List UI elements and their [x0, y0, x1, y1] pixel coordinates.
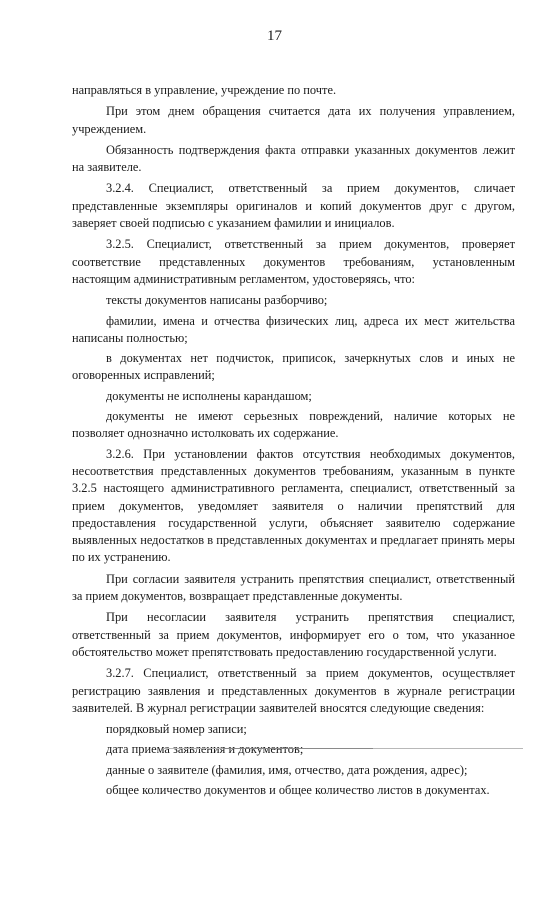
paragraph: направляться в управление, учреждение по почте. [72, 83, 337, 97]
list-item: дата приема заявления и документов; [106, 742, 304, 757]
list-item: фамилии, имена и отчества физических лиц, адреса их мест жительства написаны полностью; [72, 313, 515, 345]
paragraph: При согласии заявителя устранить препятствия специалист, ответственный за прием документов, возвращает представленные документы. [72, 571, 515, 604]
paragraph: 3.2.4. Специалист, ответственный за прием документов, сличает представленные экземпляры оригиналов и копий документов друг с другом, заверяет своей подписью с указанием фамилии и инициалов. [72, 181, 515, 231]
list-item: тексты документов написаны разборчиво; [106, 293, 328, 308]
document-body [72, 82, 515, 802]
paragraph: При несогласии заявителя устранить препятствия специалист, ответственный за прием документов, информирует его о том, что указанное обстоятельство может препятствовать предоставлению государственной услуги. [72, 610, 515, 659]
paragraph: 3.2.6. При установлении фактов отсутствия необходимых документов, несоответствия представленных документов требованиям, указанным в пункте 3.2.5 настоящего административного регламента, специалист, ответственный за прием документов, уведомляет заявителя о наличии препятствий для предоставления государственной услуги, объясняет заявителю содержание выявленных недостатков в представленных документах и предлагает принять меры по их устранению. [72, 446, 515, 565]
scan-artifact-line [163, 748, 523, 749]
paragraph: 3.2.5. Специалист, ответственный за прием документов, проверяет соответствие представленных документов требованиям, установленным настоящим административным регламентом, удостоверяясь, что: [72, 237, 515, 286]
list-item: в документах нет подчисток, приписок, зачеркнутых слов и иных не оговоренных исправлений; [72, 351, 515, 383]
page-number: 17 [267, 28, 282, 44]
list-item: данные о заявителе (фамилия, имя, отчество, дата рождения, адрес); [106, 762, 468, 777]
list-item: документы не имеют серьезных повреждений, наличие которых не позволяет однозначно истолковать их содержание. [72, 409, 515, 441]
paragraph: При этом днем обращения считается дата их получения управлением, учреждением. [72, 104, 515, 136]
list-item: порядковый номер записи; [106, 722, 247, 737]
list-item: документы не исполнены карандашом; [106, 388, 312, 403]
paragraph: 3.2.7. Специалист, ответственный за прием документов, осуществляет регистрацию заявления и представленных документов в журнале регистрации заявителей. В журнал регистрации заявителей вносятся следующие сведения: [72, 666, 515, 715]
list-item: общее количество документов и общее количество листов в документах. [106, 782, 490, 797]
paragraph: Обязанность подтверждения факта отправки указанных документов лежит на заявителе. [72, 142, 515, 175]
